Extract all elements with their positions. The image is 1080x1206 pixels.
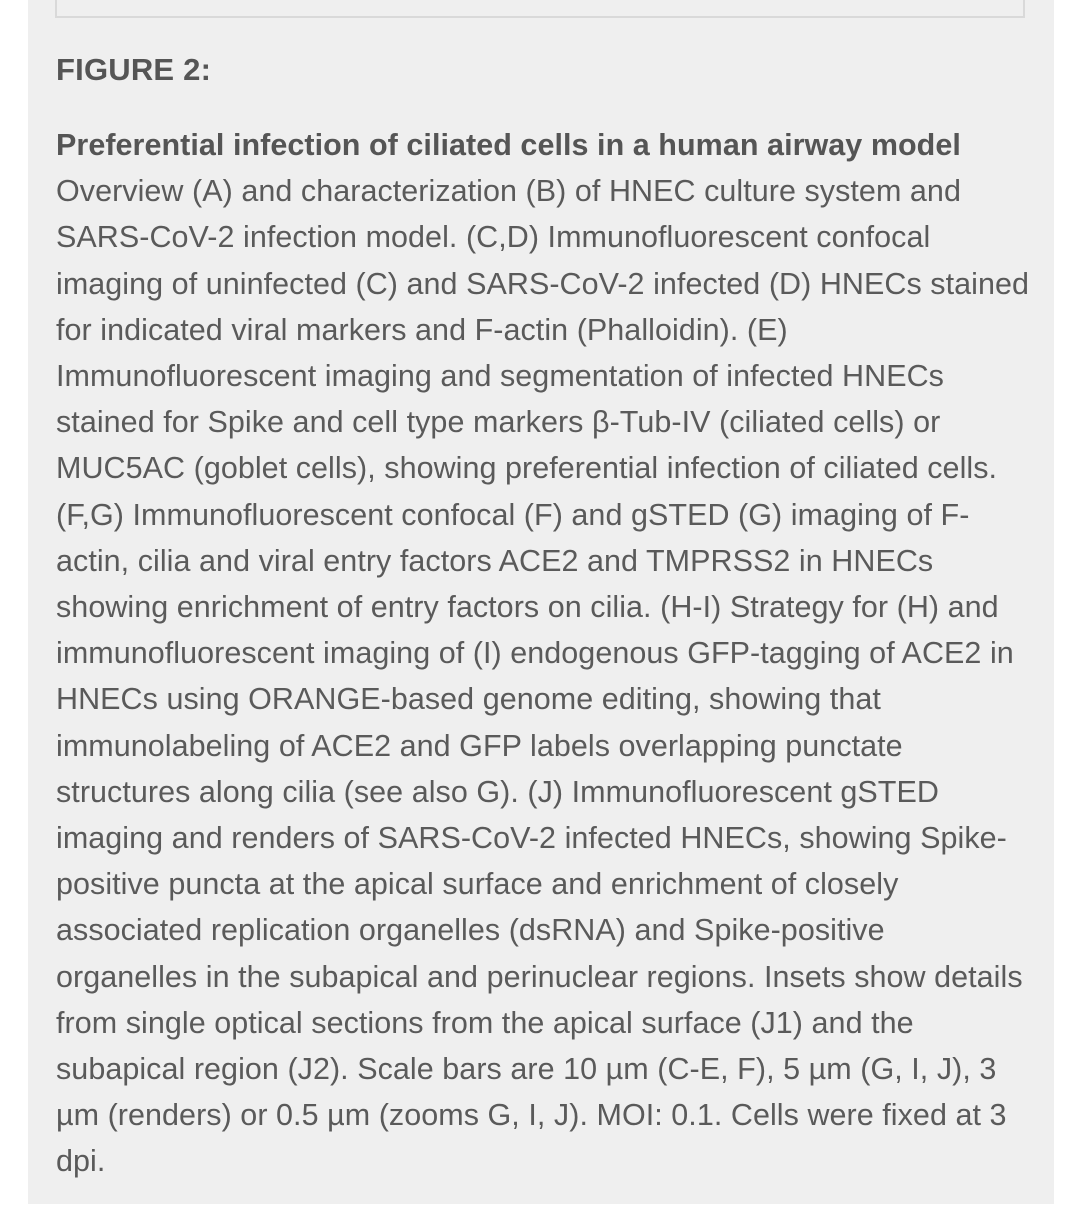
figure-caption bbox=[56, 122, 1031, 1185]
figure-title: Preferential infection of ciliated cells in a human airway model bbox=[56, 128, 961, 162]
figure-caption-text: Overview (A) and characterization (B) of HNEC culture system and SARS-CoV-2 infection model. (C,D) Immunofluorescent confocal imaging of uninfected (C) and SARS-CoV-2 infected (D) HNECs stained for indicated viral markers and F-actin (Phalloidin). (E) Immunofluorescent imaging and segmentation of infected HNECs stained for Spike and cell type markers β-Tub-IV (ciliated cells) or MUC5AC (goblet cells), showing preferential infection of ciliated cells. (F,G) Immunofluorescent confocal (F) and gSTED (G) imaging of F-actin, cilia and viral entry factors ACE2 and TMPRSS2 in HNECs showing enrichment of entry factors on cilia. (H-I) Strategy for (H) and immunofluorescent imaging of (I) endogenous GFP-tagging of ACE2 in HNECs using ORANGE-based genome editing, showing that immunolabeling of ACE2 and GFP labels overlapping punctate structures along cilia (see also G). (J) Immunofluorescent gSTED imaging and renders of SARS-CoV-2 infected HNECs, showing Spike-positive puncta at the apical surface and enrichment of closely associated replication organelles (dsRNA) and Spike-positive organelles in the subapical and perinuclear regions. Insets show details from single optical sections from the apical surface (J1) and the subapical region (J2). Scale bars are 10 µm (C-E, F), 5 µm (G, I, J), 3 µm (renders) or 0.5 µm (zooms G, I, J). MOI: 0.1. Cells were fixed at 3 dpi. bbox=[56, 174, 1030, 1179]
figure-image-frame bbox=[55, 0, 1025, 18]
figure-label: FIGURE 2: bbox=[56, 52, 212, 87]
figure-panel bbox=[28, 0, 1054, 1204]
